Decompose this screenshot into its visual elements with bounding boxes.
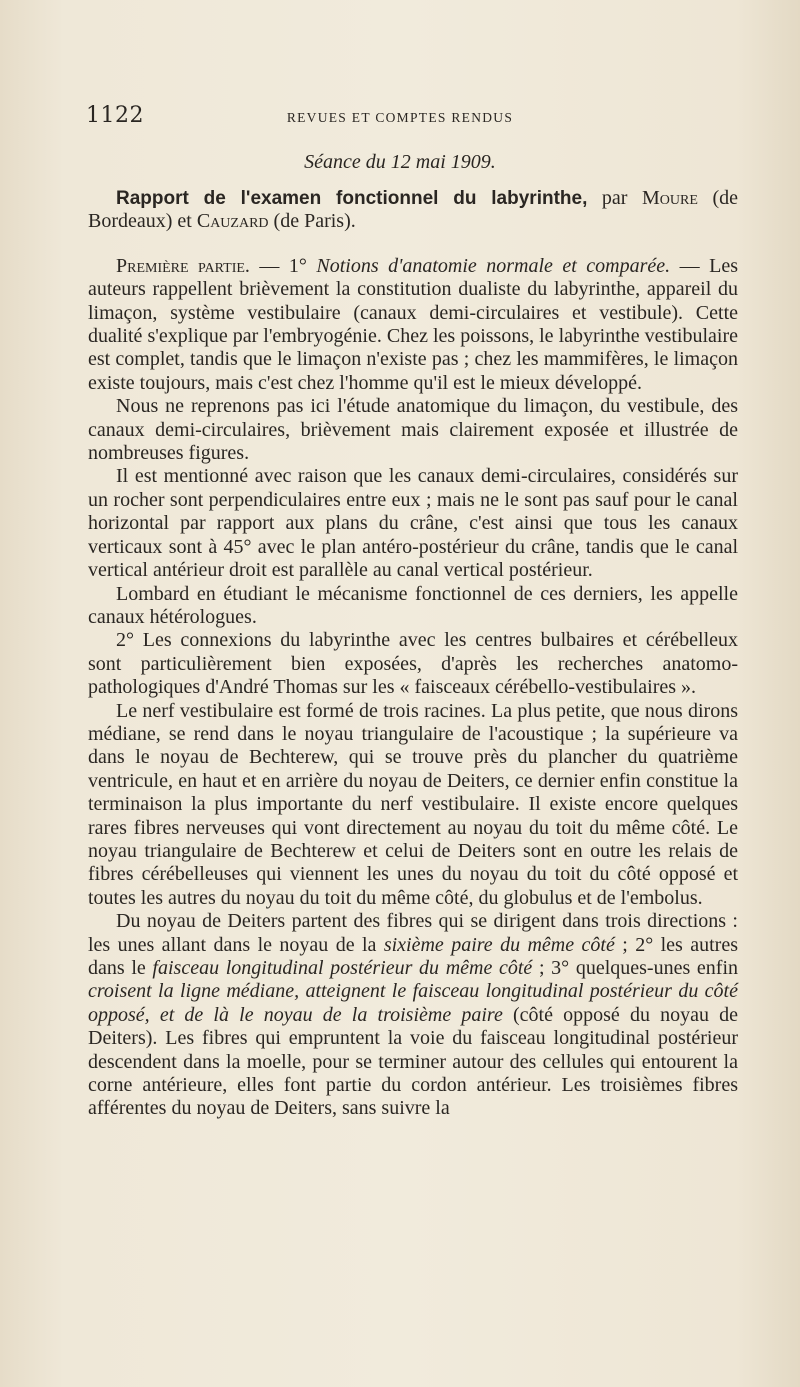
part-text: — Les auteurs rappellent brièvement la constitution dualiste du labyrinthe, appareil du limaçon, système vestibulaire (canaux demi-circulaires et vestibule). Cette dualité s'explique par l'embryogénie. Chez les poissons, le labyrinthe vestibulaire est complet, tandis que le limaçon n'existe pas ; chez les mammifères, le limaçon existe toujours, mais c'est chez l'homme qu'il est le mieux développé. xyxy=(88,254,738,394)
article-body xyxy=(88,187,738,1121)
author-cauzard: Cauzard xyxy=(196,210,269,233)
paragraph-deiters xyxy=(88,910,738,1121)
part-heading: Notions d'anatomie normale et comparée. xyxy=(316,254,671,277)
italic-run: sixième paire du même côté xyxy=(383,933,615,956)
author-cauzard-place: (de Paris). xyxy=(268,210,356,233)
paragraph: Lombard en étudiant le mécanisme fonctionnel de ces derniers, les appelle canaux hétérologues. xyxy=(88,582,738,628)
author-moure: Moure xyxy=(642,187,698,209)
page-number: 1122 xyxy=(86,103,144,128)
running-header: REVUES ET COMPTES RENDUS xyxy=(286,110,514,125)
part-one-paragraph xyxy=(88,255,738,395)
part-label: Première partie xyxy=(116,254,245,277)
session-heading: Séance du 12 mai 1909. xyxy=(304,151,496,173)
text-run: Du noyau de Deiters partent des fibres qui se dirigent dans trois directions : les unes allant dans le noyau de la xyxy=(88,910,738,956)
text-run: (côté opposé du noyau de Deiters). Les fibres qui empruntent la voie du faisceau longitudinal postérieur descendent dans la moelle, pour se terminer autour des cellules qui entourent la corne antérieure, elles font partie du cordon antérieur. Les troisièmes fibres afférentes du noyau de Deiters, sans suivre la xyxy=(88,1003,739,1120)
part-separator: . — 1° xyxy=(244,254,317,277)
report-by: par xyxy=(587,187,642,209)
text-run: ; 3° quelques-unes enfin xyxy=(532,957,739,979)
paragraph: Il est mentionné avec raison que les canaux demi-circulaires, considérés sur un rocher sont perpendiculaires entre eux ; mais ne le sont pas sauf pour le canal horizontal par rapport aux plans du crâne, c'est ainsi que tous les canaux verticaux sont à 45° avec le plan antéro-postérieur du crâne, tandis que le canal vertical antérieur droit est parallèle au canal vertical postérieur. xyxy=(88,465,738,582)
paragraph: Nous ne reprenons pas ici l'étude anatomique du limaçon, du vestibule, des canaux demi-circulaires, brièvement mais clairement exposée et illustrée de nombreuses figures. xyxy=(88,395,738,465)
report-title-text: Rapport de l'examen fonctionnel du labyrinthe, xyxy=(116,188,588,209)
author-moure-place: (de Bordeaux) et xyxy=(88,187,738,233)
text-run: ; 2° les autres dans le xyxy=(88,933,738,979)
paragraph: Le nerf vestibulaire est formé de trois racines. La plus petite, que nous dirons médiane, se rend dans le noyau triangulaire de l'acoustique ; la supérieure va dans le noyau de Bechterew, qui se trouve près du plancher du quatrième ventricule, en haut et en arrière du noyau de Deiters, ce dernier enfin constitue la terminaison la plus importante du nerf vestibulaire. Il existe encore quelques rares fibres nerveuses qui vont directement au noyau du toit du même côté. Le noyau triangulaire de Bechterew et celui de Deiters sont en outre les relais de fibres cérébelleuses qui viennent les unes du noyau du toit du côté opposé et toutes les autres du noyau du toit du même côté, du globulus et de l'embolus. xyxy=(88,699,738,909)
report-title xyxy=(88,187,738,234)
italic-run: faisceau longitudinal postérieur du même côté xyxy=(152,957,533,979)
italic-run: croisent la ligne médiane, atteignent le faisceau longitudinal postérieur du côté opposé, et de là le noyau de la troisième paire xyxy=(88,980,738,1026)
paragraph: 2° Les connexions du labyrinthe avec les centres bulbaires et cérébelleux sont particulièrement bien exposées, d'après les recherches anatomo-pathologiques d'André Thomas sur les « faisceaux cérébello-vestibulaires ». xyxy=(88,629,738,699)
